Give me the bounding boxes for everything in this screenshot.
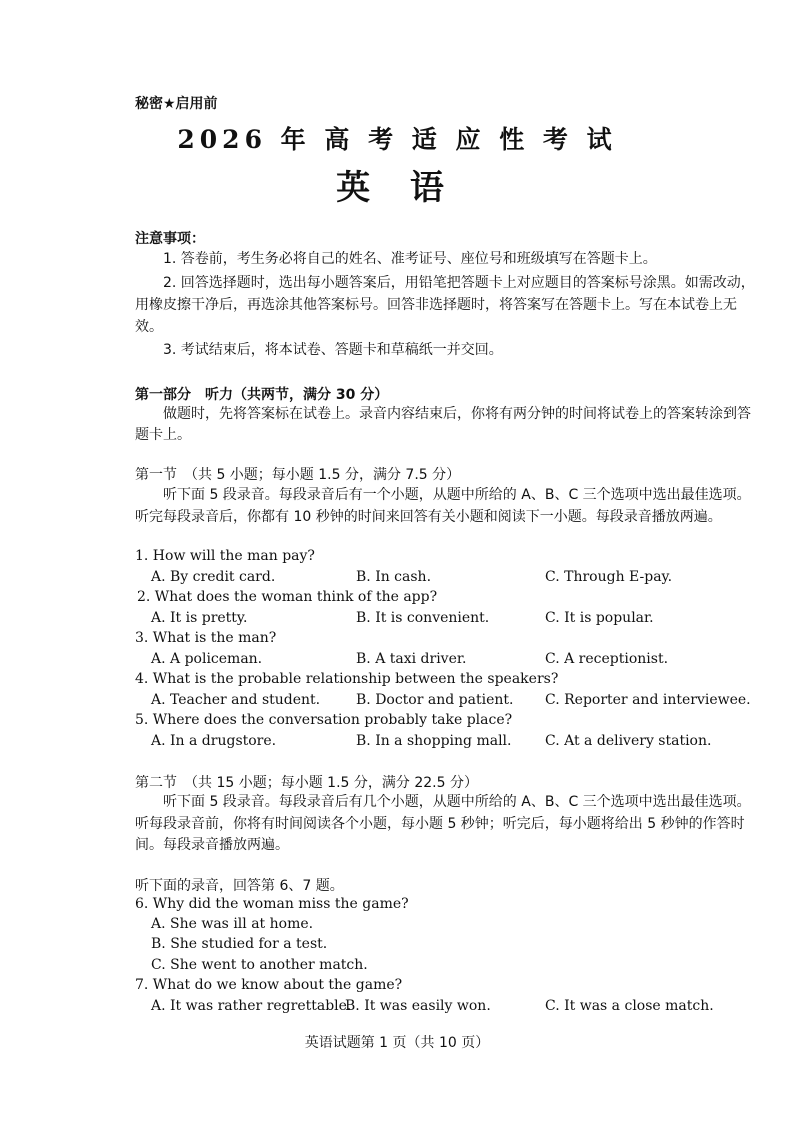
q1-option-a: A. By credit card. xyxy=(151,569,276,585)
q5-option-b: B. In a shopping mall. xyxy=(356,733,512,749)
q7-option-c: C. It was a close match. xyxy=(545,998,714,1014)
part1-instruction: 做题时，先将答案标在试卷上。录音内容结束后，你将有两分钟的时间将试卷上的答案转涂到答题卡上。 xyxy=(135,406,751,443)
notice-heading: 注意事项： xyxy=(135,231,205,247)
section1-instruction: 听下面 5 段录音。每段录音后有一个小题，从题中所给的 A、B、C 三个选项中选出最佳选项。听完每段录音后，你都有 10 秒钟的时间来回答有关小题和阅读下一小题。每段录音播放两遍。 xyxy=(135,487,751,525)
notice-item-3: 3. 考试结束后，将本试卷、答题卡和草稿纸一并交回。 xyxy=(163,342,503,358)
q2-option-a: A. It is pretty. xyxy=(151,610,248,626)
q3-option-b: B. A taxi driver. xyxy=(356,651,467,667)
question-1: 1. How will the man pay? xyxy=(135,548,315,564)
section2-heading: 第二节 （共 15 小题；每小题 1.5 分，满分 22.5 分） xyxy=(135,775,478,791)
question-6: 6. Why did the woman miss the game? xyxy=(135,896,409,912)
section2-lead: 听下面的录音，回答第 6、7 题。 xyxy=(135,878,344,894)
q4-option-a: A. Teacher and student. xyxy=(151,692,321,708)
question-7: 7. What do we know about the game? xyxy=(135,977,403,993)
q6-option-a: A. She was ill at home. xyxy=(151,916,314,932)
question-3: 3. What is the man? xyxy=(135,630,277,646)
page-footer: 英语试题第 1 页（共 10 页） xyxy=(304,1035,490,1051)
section1-heading: 第一节 （共 5 小题；每小题 1.5 分，满分 7.5 分） xyxy=(135,467,461,483)
q3-option-c: C. A receptionist. xyxy=(545,651,669,667)
subject-title: 英 语 xyxy=(336,168,458,208)
question-4: 4. What is the probable relationship between the speakers? xyxy=(135,671,559,687)
exam-title: 2026 年 高 考 适 应 性 考 试 xyxy=(177,125,617,154)
part1-heading: 第一部分 听力（共两节，满分 30 分） xyxy=(135,387,389,403)
question-2: 2. What does the woman think of the app? xyxy=(137,589,438,605)
q3-option-a: A. A policeman. xyxy=(151,651,263,667)
q6-option-b: B. She studied for a test. xyxy=(151,936,328,952)
notice-item-1: 1. 答卷前，考生务必将自己的姓名、准考证号、座位号和班级填写在答题卡上。 xyxy=(163,251,657,267)
q5-option-a: A. In a drugstore. xyxy=(151,733,277,749)
section2-instruction: 听下面 5 段录音。每段录音后有几个小题，从题中所给的 A、B、C 三个选项中选出最佳选项。听每段录音前，你将有时间阅读各个小题，每小题 5 秒钟；听完后，每小题将给出 5 秒钟的作答时间。每段录音播放两遍。 xyxy=(135,794,751,853)
notice-item-2: 2. 回答选择题时，选出每小题答案后，用铅笔把答题卡上对应题目的答案标号涂黑。如需改动，用橡皮擦干净后，再选涂其他答案标号。回答非选择题时，将答案写在答题卡上。写在本试卷上无效。 xyxy=(135,275,755,335)
q4-option-b: B. Doctor and patient. xyxy=(356,692,514,708)
q1-option-c: C. Through E-pay. xyxy=(545,569,673,585)
q2-option-b: B. It is convenient. xyxy=(356,610,490,626)
q2-option-c: C. It is popular. xyxy=(545,610,654,626)
question-5: 5. Where does the conversation probably take place? xyxy=(135,712,513,728)
q6-option-c: C. She went to another match. xyxy=(151,957,368,973)
q1-option-b: B. In cash. xyxy=(356,569,432,585)
q7-option-a: A. It was rather regrettable. xyxy=(151,998,352,1014)
q7-option-b: B. It was easily won. xyxy=(345,998,491,1014)
q5-option-c: C. At a delivery station. xyxy=(545,733,712,749)
q4-option-c: C. Reporter and interviewee. xyxy=(545,692,751,708)
confidential-label: 秘密★启用前 xyxy=(135,96,218,112)
